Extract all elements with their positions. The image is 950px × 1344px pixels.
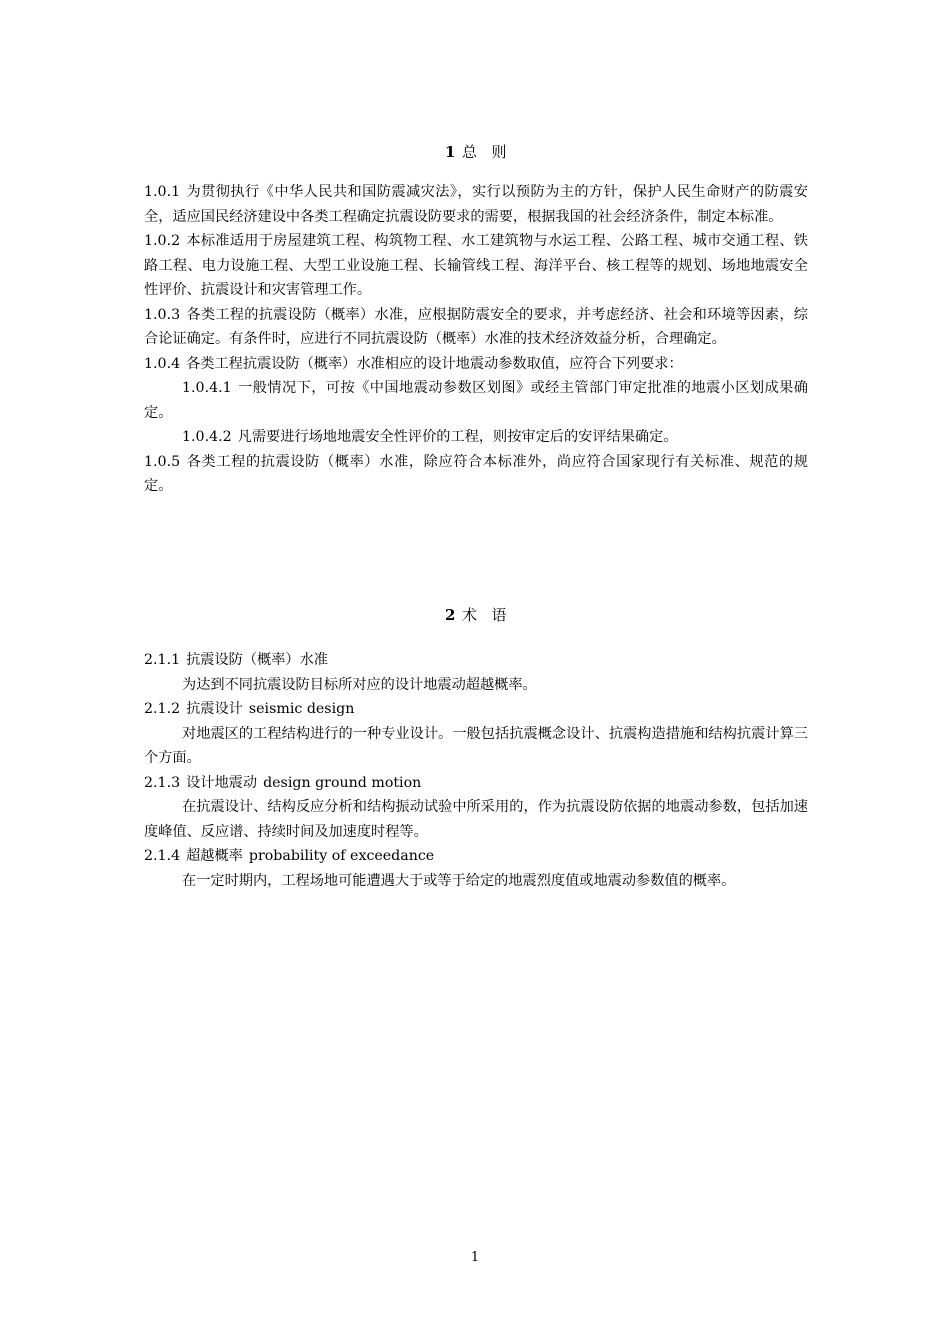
- subclause-paragraph: [144, 425, 808, 450]
- term-name: 抗震设防（概率）水准: [186, 652, 328, 668]
- term-definition: 在一定时期内，工程场地可能遭遇大于或等于给定的地震烈度值或地震动参数值的概率。: [182, 872, 736, 889]
- clause-number: 1.0.1: [144, 184, 181, 200]
- term-english: design ground motion: [263, 774, 422, 791]
- clause-number: 2.1.4: [144, 848, 181, 864]
- term-heading: [144, 771, 808, 796]
- section-title-char: 则: [491, 143, 507, 161]
- term-definition: 在抗震设计、结构反应分析和结构振动试验中所采用的，作为抗震设防依据的地震动参数，包括加速度峰值、反应谱、持续时间及加速度时程等。: [144, 799, 808, 840]
- subclause-paragraph: [144, 376, 808, 425]
- term-heading: [144, 648, 808, 673]
- clause-number: 1.0.4: [144, 355, 181, 372]
- clause-number: 1.0.3: [144, 306, 181, 323]
- term-definition: 为达到不同抗震设防目标所对应的设计地震动超越概率。: [182, 676, 537, 693]
- clause-number: 2.1.1: [144, 652, 181, 668]
- clause-number: 2.1.2: [144, 701, 181, 717]
- section-title-char: 语: [491, 606, 507, 624]
- section-heading-terms: [144, 605, 808, 625]
- clause-number: 1.0.2: [144, 233, 181, 249]
- clause-text: 凡需要进行场地地震安全性评价的工程，则按审定后的安评结果确定。: [237, 429, 678, 445]
- term-english: probability of exceedance: [248, 848, 435, 864]
- clause-text: 一般情况下，可按《中国地震动参数区划图》或经主管部门审定批准的地震小区划成果确定。: [144, 380, 808, 421]
- clause-number: 1.0.4.1: [182, 380, 232, 396]
- page-number: 1: [470, 1250, 480, 1265]
- clause-number: 1.0.4.2: [182, 429, 232, 445]
- term-name: 超越概率: [186, 848, 243, 864]
- clause-text: 各类工程的抗震设防（概率）水准，应根据防震安全的要求，并考虑经济、社会和环境等因素，综合论证确定。有条件时，应进行不同抗震设防（概率）水准的技术经济效益分析，合理确定。: [144, 306, 808, 347]
- clause-text: 各类工程抗震设防（概率）水准相应的设计地震动参数取值，应符合下列要求：: [186, 355, 683, 372]
- clause-number: 1.0.5: [144, 453, 181, 470]
- section-number: 1: [445, 143, 456, 161]
- clause-paragraph: [144, 352, 808, 377]
- section-title-char: 总: [461, 143, 478, 161]
- section-body-terms: [144, 648, 808, 893]
- clause-paragraph: [144, 450, 808, 499]
- term-name: 抗震设计: [186, 701, 243, 717]
- term-definition: 对地震区的工程结构进行的一种专业设计。一般包括抗震概念设计、抗震构造措施和结构抗震计算三个方面。: [144, 725, 808, 766]
- clause-number: 2.1.3: [144, 774, 181, 791]
- section-number: 2: [445, 606, 456, 624]
- clause-paragraph: [144, 229, 808, 303]
- section-title-char: 术: [461, 606, 478, 624]
- clause-text: 各类工程的抗震设防（概率）水准，除应符合本标准外，尚应符合国家现行有关标准、规范的规定。: [144, 453, 808, 494]
- section-body-general: [144, 180, 808, 499]
- clause-paragraph: [144, 180, 808, 229]
- clause-paragraph: [144, 303, 808, 352]
- term-name: 设计地震动: [186, 774, 258, 791]
- section-heading-general: [144, 142, 808, 162]
- clause-text: 本标准适用于房屋建筑工程、构筑物工程、水工建筑物与水运工程、公路工程、城市交通工程、铁路工程、电力设施工程、大型工业设施工程、长输管线工程、海洋平台、核工程等的规划、场地地震安全性评价、抗震设计和灾害管理工作。: [144, 233, 808, 298]
- term-heading: [144, 697, 808, 722]
- term-heading: [144, 844, 808, 869]
- term-english: seismic design: [248, 701, 355, 717]
- clause-text: 为贯彻执行《中华人民共和国防震减灾法》，实行以预防为主的方针，保护人民生命财产的防震安全，适应国民经济建设中各类工程确定抗震设防要求的需要，根据我国的社会经济条件，制定本标准。: [144, 184, 808, 225]
